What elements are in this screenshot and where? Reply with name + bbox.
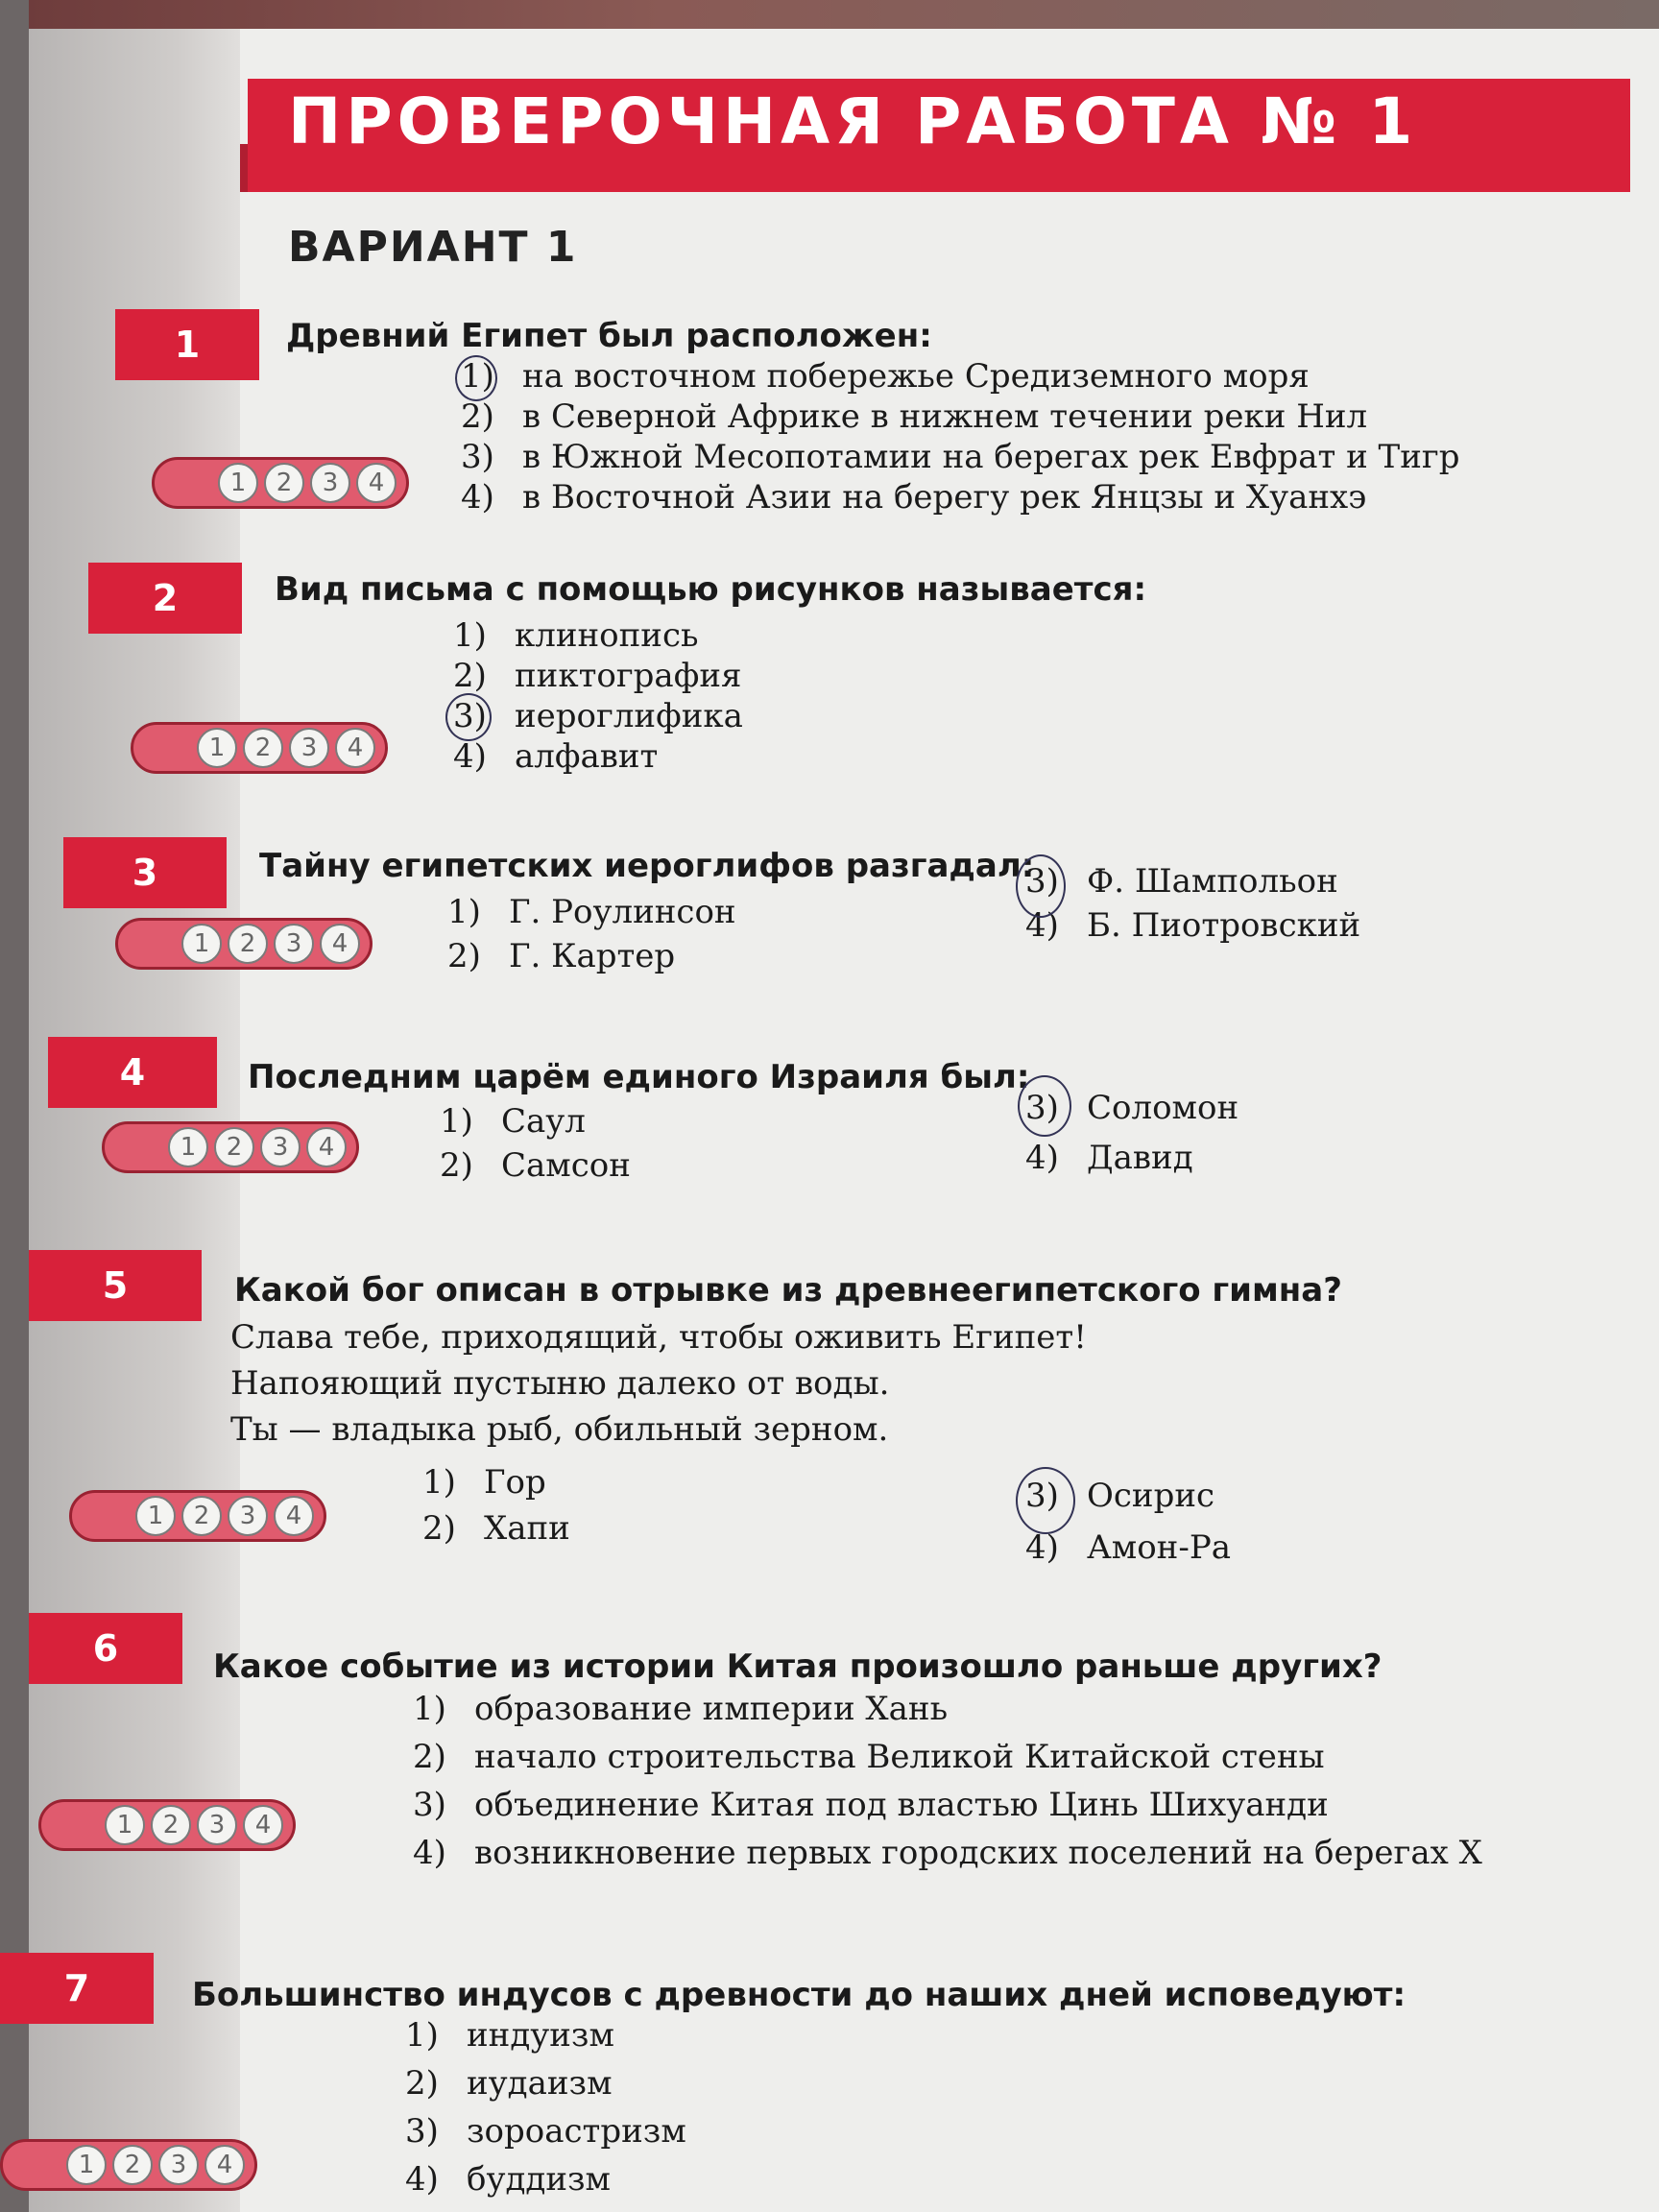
answer-circle[interactable]: 2 xyxy=(214,1127,254,1167)
answer-option[interactable]: 4) Амон-Ра xyxy=(1025,1528,1231,1567)
answer-circle[interactable]: 1 xyxy=(135,1496,176,1536)
answer-circle[interactable]: 3 xyxy=(289,728,329,768)
answer-circle[interactable]: 3 xyxy=(228,1496,268,1536)
answer-circle[interactable]: 1 xyxy=(218,463,258,503)
pen-circle-mark xyxy=(1016,854,1066,918)
answer-circle[interactable]: 4 xyxy=(356,463,397,503)
answer-option[interactable]: 1) образование империи Хань xyxy=(413,1690,949,1728)
answer-grid[interactable] xyxy=(38,1799,296,1851)
question-text: Большинство индусов с древности до наших дней исповедуют: xyxy=(192,1976,1407,2014)
answer-circle[interactable]: 1 xyxy=(105,1805,145,1845)
answer-circle[interactable]: 1 xyxy=(66,2145,107,2185)
question-number: 4 xyxy=(48,1037,217,1108)
answer-circle[interactable]: 2 xyxy=(151,1805,191,1845)
answer-circle[interactable]: 1 xyxy=(197,728,237,768)
answer-option[interactable]: 2) пиктография xyxy=(453,657,742,695)
answer-option[interactable]: 1) на восточном побережье Средиземного моря xyxy=(461,357,1310,396)
question-text: Последним царём единого Израиля был: xyxy=(248,1058,1030,1096)
answer-option[interactable]: 3) Соломон xyxy=(1025,1089,1239,1127)
answer-option[interactable]: 2) начало строительства Великой Китайской стены xyxy=(413,1738,1325,1776)
answer-circle[interactable]: 4 xyxy=(204,2145,245,2185)
question-number: 1 xyxy=(115,309,259,380)
answer-grid[interactable] xyxy=(131,722,388,774)
answer-option[interactable]: 3) в Южной Месопотамии на берегах рек Евфрат и Тигр xyxy=(461,438,1460,476)
question-text: Какой бог описан в отрывке из древнеегипетского гимна? xyxy=(234,1271,1342,1310)
question-text: Тайну египетских иероглифов разгадал: xyxy=(259,847,1035,885)
answer-circle[interactable]: 2 xyxy=(243,728,283,768)
question-text: Древний Египет был расположен: xyxy=(286,317,932,355)
pen-circle-mark xyxy=(445,693,492,741)
answer-option[interactable]: 2) Самсон xyxy=(440,1146,631,1185)
answer-circle[interactable]: 3 xyxy=(260,1127,301,1167)
answer-option[interactable]: 4) буддизм xyxy=(405,2160,611,2199)
page-title: ПРОВЕРОЧНАЯ РАБОТА № 1 xyxy=(288,84,1418,158)
answer-circle[interactable]: 3 xyxy=(158,2145,199,2185)
answer-option[interactable]: 2) иудаизм xyxy=(405,2064,613,2103)
answer-circle[interactable]: 4 xyxy=(320,924,360,964)
question-number: 2 xyxy=(88,563,242,634)
answer-option[interactable]: 2) в Северной Африке в нижнем течении реки Нил xyxy=(461,397,1368,436)
answer-grid[interactable] xyxy=(0,2139,257,2191)
pen-circle-mark xyxy=(1018,1075,1071,1137)
question-number: 5 xyxy=(29,1250,202,1321)
answer-option[interactable]: 3) зороастризм xyxy=(405,2112,686,2151)
answer-option[interactable]: 3) иероглифика xyxy=(453,697,743,735)
question-text: Какое событие из истории Китая произошло раньше других? xyxy=(213,1647,1382,1686)
answer-option[interactable]: 4) алфавит xyxy=(453,737,659,776)
answer-circle[interactable]: 2 xyxy=(228,924,268,964)
hymn-passage-line: Напояющий пустыню далеко от воды. xyxy=(230,1364,890,1403)
answer-option[interactable]: 3) Осирис xyxy=(1025,1477,1215,1515)
pen-circle-mark xyxy=(1016,1467,1075,1534)
answer-circle[interactable]: 2 xyxy=(181,1496,222,1536)
answer-circle[interactable]: 2 xyxy=(264,463,304,503)
answer-circle[interactable]: 3 xyxy=(310,463,350,503)
answer-option[interactable]: 1) Саул xyxy=(440,1102,586,1141)
variant-heading: ВАРИАНТ 1 xyxy=(288,223,578,272)
answer-circle[interactable]: 4 xyxy=(306,1127,347,1167)
question-number: 6 xyxy=(29,1613,182,1684)
answer-option[interactable]: 4) Б. Пиотровский xyxy=(1025,906,1361,945)
answer-option[interactable]: 1) индуизм xyxy=(405,2016,614,2055)
answer-grid[interactable] xyxy=(152,457,409,509)
answer-option[interactable]: 4) возникновение первых городских поселений на берегах Х xyxy=(413,1834,1482,1872)
answer-circle[interactable]: 1 xyxy=(181,924,222,964)
hymn-passage-line: Ты — владыка рыб, обильный зерном. xyxy=(230,1410,889,1449)
answer-circle[interactable]: 4 xyxy=(243,1805,283,1845)
answer-option[interactable]: 1) Гор xyxy=(422,1463,546,1502)
answer-circle[interactable]: 3 xyxy=(274,924,314,964)
answer-circle[interactable]: 1 xyxy=(168,1127,208,1167)
answer-option[interactable]: 1) Г. Роулинсон xyxy=(447,893,736,931)
answer-circle[interactable]: 4 xyxy=(335,728,375,768)
answer-option[interactable]: 3) объединение Китая под властью Цинь Шихуанди xyxy=(413,1786,1329,1824)
question-number: 3 xyxy=(63,837,227,908)
answer-option[interactable]: 4) в Восточной Азии на берегу рек Янцзы и Хуанхэ xyxy=(461,478,1367,517)
answer-circle[interactable]: 4 xyxy=(274,1496,314,1536)
answer-option[interactable]: 1) клинопись xyxy=(453,616,699,655)
answer-circle[interactable]: 2 xyxy=(112,2145,153,2185)
answer-circle[interactable]: 3 xyxy=(197,1805,237,1845)
answer-grid[interactable] xyxy=(115,918,373,970)
answer-option[interactable]: 2) Г. Картер xyxy=(447,937,676,975)
hymn-passage-line: Слава тебе, приходящий, чтобы оживить Египет! xyxy=(230,1318,1087,1357)
answer-option[interactable]: 4) Давид xyxy=(1025,1139,1193,1177)
question-number: 7 xyxy=(0,1953,154,2024)
answer-grid[interactable] xyxy=(102,1121,359,1173)
question-text: Вид письма с помощью рисунков называется: xyxy=(275,570,1147,609)
answer-option[interactable]: 3) Ф. Шампольон xyxy=(1025,862,1338,901)
background-edge xyxy=(0,0,29,2212)
answer-grid[interactable] xyxy=(69,1490,326,1542)
pen-circle-mark xyxy=(455,355,497,401)
answer-option[interactable]: 2) Хапи xyxy=(422,1509,570,1548)
